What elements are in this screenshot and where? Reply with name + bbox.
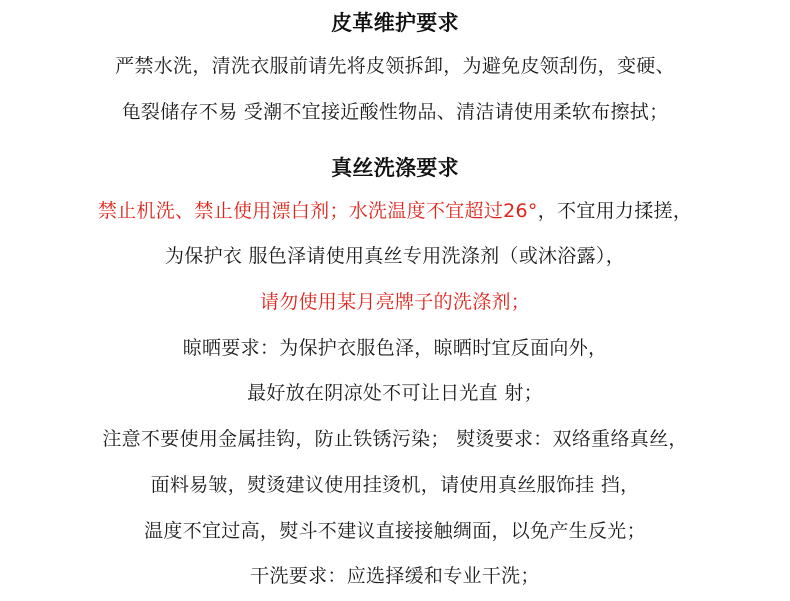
leather-care-line-1: 严禁水洗，清洗衣服前请先将皮领拆卸，为避免皮领刮伤，变硬、 — [115, 55, 675, 77]
silk-wash-note: ，不宜用力揉搓， — [537, 200, 693, 222]
silk-care-heading: 真丝洗涤要求 — [331, 156, 459, 180]
silk-detergent-warning: 请勿使用某月亮牌子的洗涤剂； — [259, 291, 531, 313]
leather-care-line-2: 龟裂储存不易 受潮不宜接近酸性物品、清洁请使用柔软布擦拭； — [121, 101, 669, 123]
silk-care-line-5: 最好放在阴凉处不可让日光直 射； — [247, 382, 543, 404]
silk-care-line-8: 温度不宜过高，熨斗不建议直接接触绸面，以免产生反光； — [144, 520, 646, 542]
silk-care-line-7: 面料易皱，熨烫建议使用挂烫机，请使用真丝服饰挂 挡， — [150, 474, 640, 496]
silk-care-line-2: 为保护衣 服色泽请使用真丝专用洗涤剂（或沐浴露）， — [164, 245, 626, 267]
silk-wash-warning: 禁止机洗、禁止使用漂白剂；水洗温度不宜超过26° — [97, 200, 538, 222]
silk-care-line-9: 干洗要求：应选择缓和专业干洗； — [250, 565, 540, 587]
silk-care-line-1 — [0, 198, 790, 224]
silk-care-line-6: 注意不要使用金属挂钩，防止铁锈污染； 熨烫要求：双络重络真丝， — [102, 428, 688, 450]
silk-care-line-4: 晾晒要求：为保护衣服色泽，晾晒时宜反面向外， — [182, 337, 608, 359]
leather-care-heading: 皮革维护要求 — [331, 11, 459, 35]
